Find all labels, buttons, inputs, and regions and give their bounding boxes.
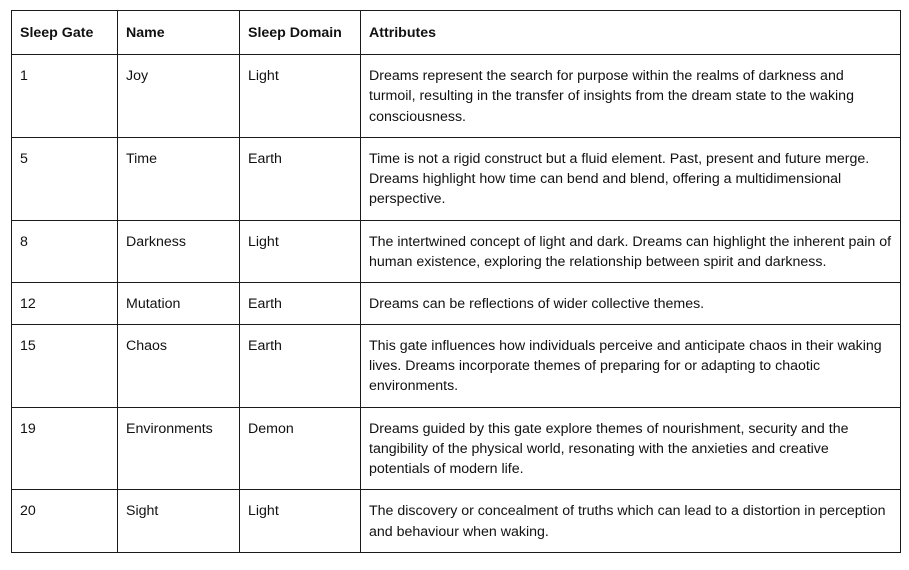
table-row xyxy=(12,137,901,220)
table-body xyxy=(12,55,901,553)
cell-name: Environments xyxy=(118,407,240,490)
cell-attributes: Dreams can be reflections of wider collective themes. xyxy=(361,283,901,324)
table-row xyxy=(12,55,901,138)
cell-name: Darkness xyxy=(118,220,240,283)
cell-name: Sight xyxy=(118,490,240,553)
cell-sleep-domain: Light xyxy=(240,220,361,283)
cell-sleep-gate: 12 xyxy=(12,283,118,324)
cell-sleep-domain: Demon xyxy=(240,407,361,490)
cell-name: Chaos xyxy=(118,324,240,407)
header-attributes: Attributes xyxy=(361,11,901,55)
table-row xyxy=(12,490,901,553)
cell-attributes: This gate influences how individuals perceive and anticipate chaos in their waking lives. Dreams incorporate themes of preparing for or adapting to chaotic environments. xyxy=(361,324,901,407)
cell-name: Joy xyxy=(118,55,240,138)
cell-attributes: The discovery or concealment of truths which can lead to a distortion in perception and behaviour when waking. xyxy=(361,490,901,553)
header-sleep-domain: Sleep Domain xyxy=(240,11,361,55)
cell-sleep-gate: 1 xyxy=(12,55,118,138)
cell-sleep-domain: Light xyxy=(240,490,361,553)
header-row xyxy=(12,11,901,55)
cell-name: Mutation xyxy=(118,283,240,324)
table-row xyxy=(12,283,901,324)
table-row xyxy=(12,324,901,407)
cell-sleep-domain: Earth xyxy=(240,137,361,220)
cell-sleep-gate: 5 xyxy=(12,137,118,220)
cell-name: Time xyxy=(118,137,240,220)
header-sleep-gate: Sleep Gate xyxy=(12,11,118,55)
cell-sleep-gate: 19 xyxy=(12,407,118,490)
table-row xyxy=(12,220,901,283)
table-row xyxy=(12,407,901,490)
cell-sleep-domain: Light xyxy=(240,55,361,138)
cell-attributes: Dreams guided by this gate explore themes of nourishment, security and the tangibility of the physical world, resonating with the anxieties and creative potentials of modern life. xyxy=(361,407,901,490)
cell-sleep-domain: Earth xyxy=(240,283,361,324)
cell-attributes: Dreams represent the search for purpose within the realms of darkness and turmoil, resulting in the transfer of insights from the dream state to the waking consciousness. xyxy=(361,55,901,138)
cell-attributes: The intertwined concept of light and dark. Dreams can highlight the inherent pain of human existence, exploring the relationship between spirit and darkness. xyxy=(361,220,901,283)
cell-sleep-gate: 15 xyxy=(12,324,118,407)
table-header xyxy=(12,11,901,55)
cell-sleep-gate: 8 xyxy=(12,220,118,283)
sleep-gates-table-container xyxy=(11,10,900,553)
cell-sleep-gate: 20 xyxy=(12,490,118,553)
sleep-gates-table xyxy=(11,10,901,553)
header-name: Name xyxy=(118,11,240,55)
cell-sleep-domain: Earth xyxy=(240,324,361,407)
cell-attributes: Time is not a rigid construct but a fluid element. Past, present and future merge. Dreams highlight how time can bend and blend, offering a multidimensional perspective. xyxy=(361,137,901,220)
